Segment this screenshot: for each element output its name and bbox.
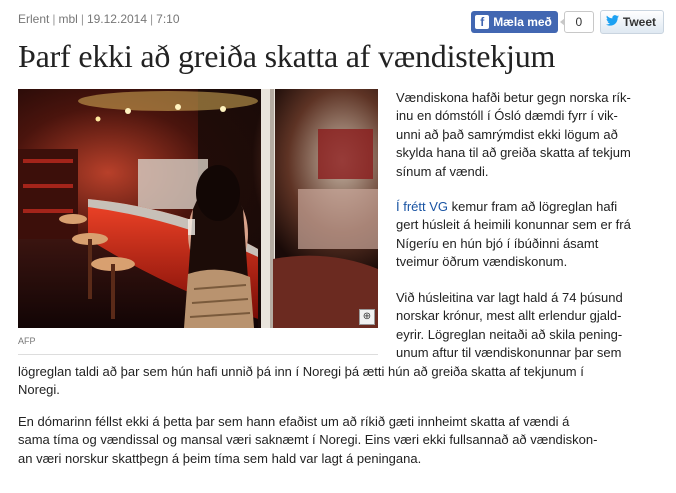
zoom-icon[interactable]: ⊕ <box>359 309 375 325</box>
facebook-like-label: Mæla með <box>493 15 552 29</box>
paragraph-2 <box>396 198 654 272</box>
paragraph-line: lögreglan taldi að þar sem hún hafi unnið þá inn í Noregi þá ætti hún að greiða skatta af tekjunum í <box>18 364 584 379</box>
paragraph-line: eyrir. Lögreglan neitaði að skila pening- <box>396 326 623 342</box>
vg-news-link[interactable]: Í frétt VG <box>396 199 449 214</box>
paragraph-line: norskar krónur, mest allt erlendur gjald- <box>396 308 622 324</box>
facebook-icon: f <box>475 15 489 29</box>
paragraph-line: sama tíma og vændissal og mansal væri saknæmt í Noregi. Eins væri ekki fullsannað að vændiskon- <box>18 432 598 448</box>
article-meta: Erlent | mbl | 19.12.2014 | 7:10 <box>18 12 180 26</box>
paragraph-line: En dómarinn féllst ekki á þetta þar sem hann efaðist um að ríkið gæti innheimt skatta af vændi á <box>18 414 570 429</box>
paragraph-line: tveimur öðrum vændiskonum. <box>396 254 568 270</box>
paragraph-3-continued <box>18 363 658 400</box>
paragraph-line: unum aftur til vændiskonunnar þar sem <box>396 345 622 361</box>
paragraph-line: Vændiskona hafði betur gegn norska rík- <box>396 90 631 105</box>
paragraph-line: an væri norskur skattþegn á þeim tíma sem hald var lagt á peningana. <box>18 450 422 466</box>
tweet-label: Tweet <box>622 15 656 29</box>
paragraph-1 <box>396 89 654 181</box>
time-label: 7:10 <box>156 12 180 26</box>
paragraph-line: unni að það samrýmdist ekki lögum að <box>396 126 618 142</box>
twitter-bird-icon <box>606 15 619 29</box>
article-title: Þarf ekki að greiða skatta af vændistekjum <box>18 38 556 74</box>
paragraph-line: Við húsleitina var lagt hald á 74 þúsund <box>396 290 623 305</box>
photo-illustration <box>18 89 378 328</box>
source-label: mbl <box>58 12 78 26</box>
paragraph-line: Nígeríu en hún bjó í íbúðinni ásamt <box>396 235 599 251</box>
tweet-button[interactable] <box>600 10 664 34</box>
article-photo[interactable] <box>18 89 378 328</box>
paragraph-line: skylda hana til að greiða skatta af tekjum <box>396 145 631 161</box>
paragraph-line: inu en dómstóll í Ósló dæmdi fyrr í vik- <box>396 108 618 124</box>
paragraph-line: gert húsleit á heimili konunnar sem er frá <box>396 217 631 233</box>
paragraph-line: sínum af vændi. <box>396 163 489 179</box>
share-bar <box>471 10 664 34</box>
section-link[interactable]: Erlent <box>18 12 50 26</box>
facebook-like-button[interactable] <box>471 11 558 33</box>
facebook-like-count: 0 <box>564 11 594 33</box>
paragraph-4 <box>18 413 658 468</box>
paragraph-line: Noregi. <box>18 382 60 398</box>
photo-credit: AFP <box>18 336 36 346</box>
date-label: 19.12.2014 <box>86 12 148 26</box>
credit-divider <box>18 354 378 355</box>
paragraph-line: kemur fram að lögreglan hafi <box>448 199 618 214</box>
paragraph-3 <box>396 289 654 363</box>
